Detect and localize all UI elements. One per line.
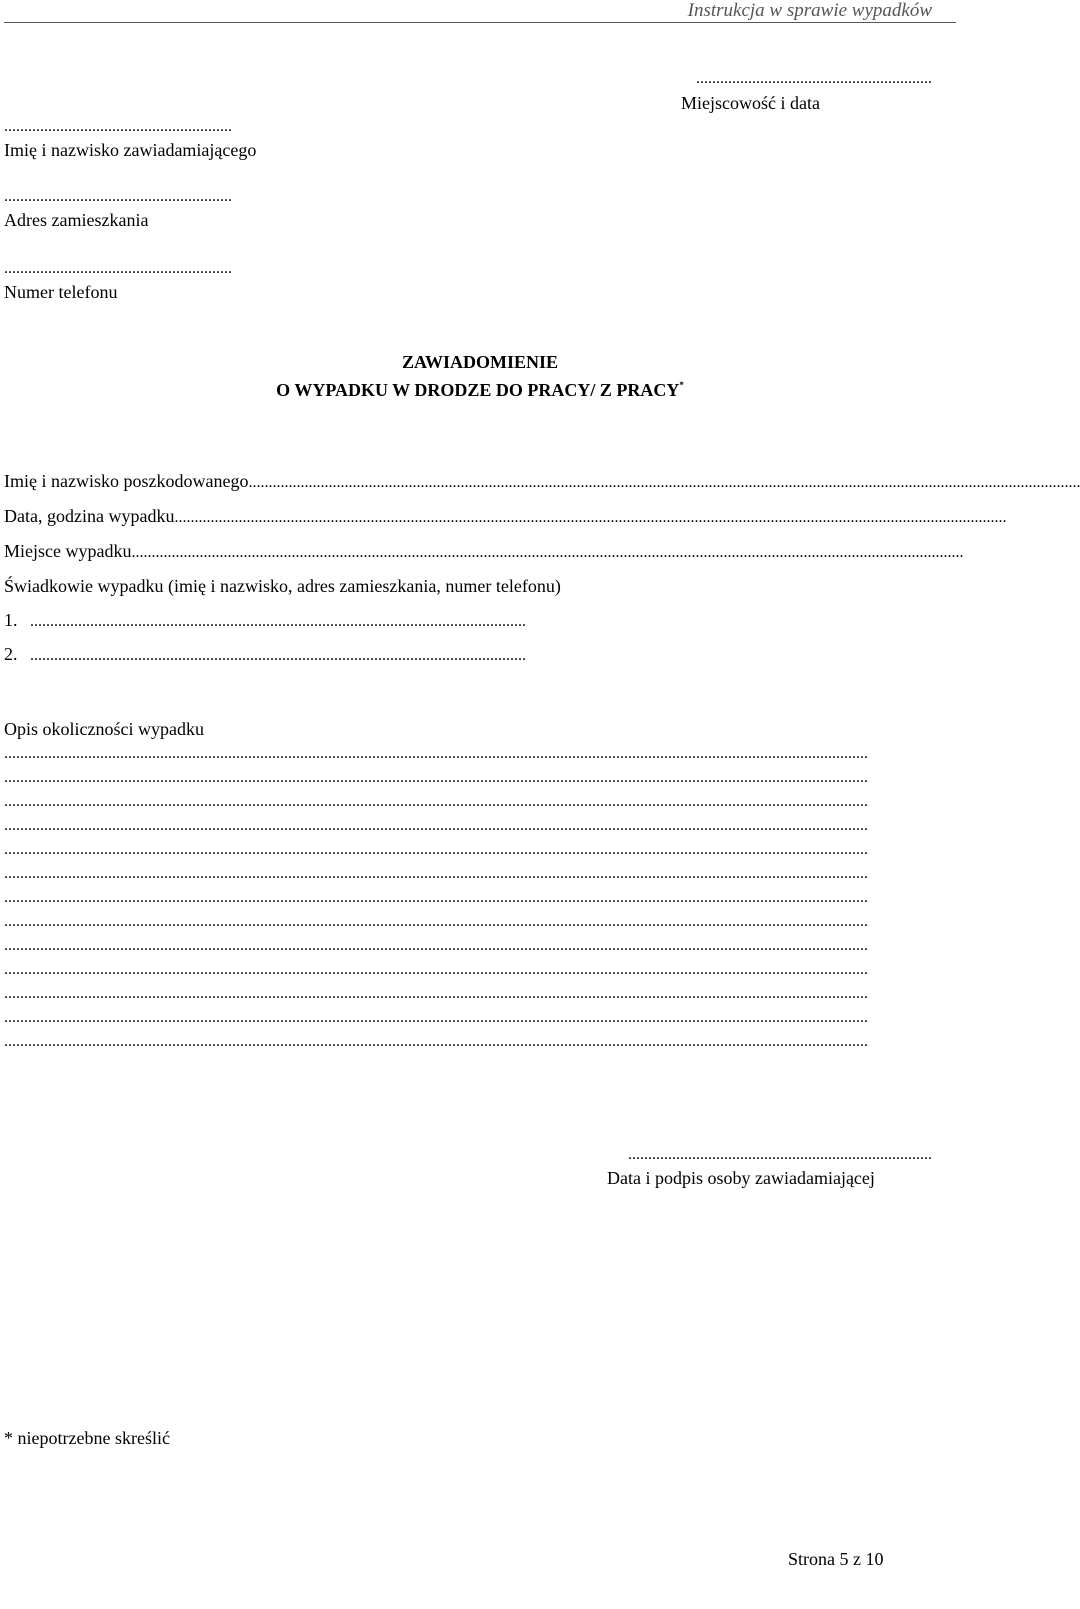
description-line: ........................................................................................................................................................................................................................ (4, 841, 868, 858)
document-title-text: O WYPADKU W DRODZE DO PRACY/ Z PRACY (276, 380, 680, 400)
accident-datetime-label: Data, godzina wypadku (4, 506, 175, 526)
document-title-line2 (0, 374, 960, 402)
witness-item-1 (4, 609, 526, 633)
witness-2-number: 2. (4, 644, 18, 664)
accident-place-label: Miejsce wypadku (4, 541, 132, 561)
description-line: ........................................................................................................................................................................................................................ (4, 913, 868, 930)
reporter-name-label: Imię i nazwisko zawiadamiającego (4, 140, 257, 160)
description-line: ........................................................................................................................................................................................................................ (4, 865, 868, 882)
accident-datetime-dots: ................................................................................................................................................................................................................ (174, 509, 1007, 526)
accident-place-dots: ................................................................................................................................................................................................................ (131, 544, 964, 561)
description-line: ........................................................................................................................................................................................................................ (4, 1009, 868, 1026)
description-line: ........................................................................................................................................................................................................................ (4, 769, 868, 786)
description-label: Opis okoliczności wypadku (4, 719, 204, 739)
description-line: ........................................................................................................................................................................................................................ (4, 985, 868, 1002)
accident-datetime-field (4, 505, 1007, 529)
description-line: ........................................................................................................................................................................................................................ (4, 745, 868, 762)
witnesses-label: Świadkowie wypadku (imię i nazwisko, adres zamieszkania, numer telefonu) (4, 576, 561, 596)
description-line: ........................................................................................................................................................................................................................ (4, 889, 868, 906)
place-date-label: Miejscowość i data (681, 93, 820, 113)
witness-2-dots: ............................................................................................................................ (30, 647, 526, 664)
injured-name-dots: ................................................................................................................................................................................................................ (248, 474, 1080, 491)
injured-name-label: Imię i nazwisko poszkodowanego (4, 471, 249, 491)
header-divider (4, 22, 956, 23)
description-line: ........................................................................................................................................................................................................................ (4, 961, 868, 978)
reporter-address-dots: ......................................................... (4, 188, 232, 205)
document-title-line1: ZAWIADOMIENIE (401, 352, 559, 372)
reporter-name-dots: ......................................................... (4, 118, 232, 135)
footnote-text: * niepotrzebne skreślić (4, 1428, 170, 1448)
running-header-title: Instrukcja w sprawie wypadków (687, 0, 932, 21)
witness-item-2 (4, 643, 526, 667)
description-line: ........................................................................................................................................................................................................................ (4, 817, 868, 834)
description-line: ........................................................................................................................................................................................................................ (4, 793, 868, 810)
description-line: ........................................................................................................................................................................................................................ (4, 1033, 868, 1050)
page-number: Strona 5 z 10 (788, 1549, 884, 1569)
description-line: ........................................................................................................................................................................................................................ (4, 937, 868, 954)
reporter-phone-label: Numer telefonu (4, 282, 118, 302)
place-date-dots: ........................................................... (696, 70, 932, 87)
injured-name-field (4, 470, 1080, 494)
footnote-mark: * (679, 380, 684, 390)
witness-1-number: 1. (4, 610, 18, 630)
signature-label: Data i podpis osoby zawiadamiającej (607, 1168, 875, 1188)
signature-dots: ............................................................................ (628, 1146, 932, 1163)
accident-place-field (4, 540, 964, 564)
reporter-phone-dots: ......................................................... (4, 260, 232, 277)
witness-1-dots: ............................................................................................................................ (30, 613, 526, 630)
reporter-address-label: Adres zamieszkania (4, 210, 149, 230)
